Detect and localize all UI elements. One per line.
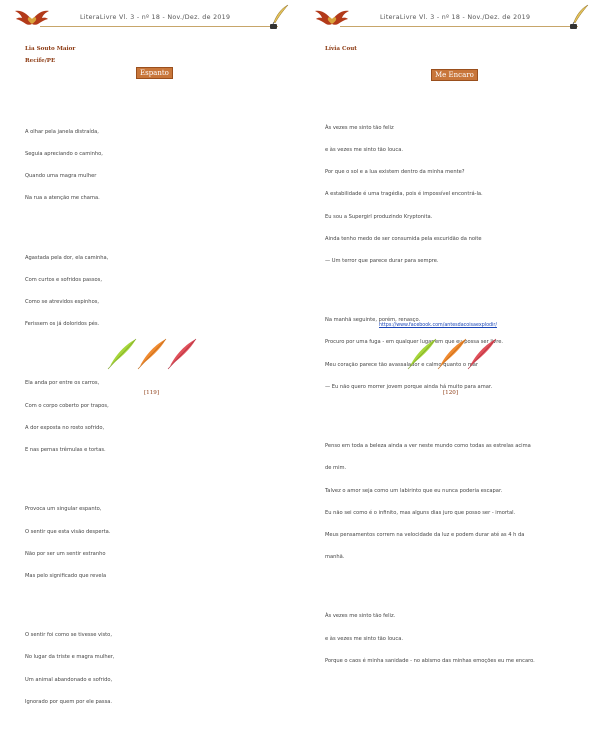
- poem-title: Espanto: [136, 67, 173, 79]
- poem-line: de mim.: [325, 465, 347, 472]
- poem-stanza: [325, 599, 535, 680]
- author-name: Lívia Cout: [325, 46, 357, 52]
- author-location: Recife/PE: [25, 58, 56, 64]
- orange-feather-icon: [138, 339, 166, 369]
- header-title: LiteraLivre Vl. 3 - nº 18 - Nov./Dez. de 2019: [80, 14, 231, 21]
- right-page: [300, 0, 600, 664]
- poem-stanza: [25, 617, 115, 721]
- poem-stanza: [25, 491, 115, 595]
- poem-line: Na rua a atenção me chama.: [25, 195, 100, 202]
- poem-line: Meus pensamentos correm na velocidade da luz e podem durar até as 4 h da: [325, 531, 525, 538]
- poem-line: Não por ser um sentir estranho: [25, 550, 106, 557]
- poem-line: Às vezes me sinto tão feliz.: [325, 613, 396, 620]
- poem-line: Às vezes me sinto tão feliz: [325, 124, 394, 131]
- poem-body: [25, 99, 115, 743]
- header-rule: [40, 26, 278, 27]
- poem-line: Eu sou a Supergirl produzindo Kryptonita.: [325, 213, 433, 220]
- page-number: [119]: [144, 390, 160, 396]
- quill-inkwell-icon: [268, 4, 290, 30]
- poem-line: Ainda tenho medo de ser consumida pela escuridão da noite: [325, 235, 482, 242]
- poem-line: e às vezes me sinto tão louca.: [325, 635, 403, 642]
- poem-body: [325, 95, 535, 702]
- poem-line: Um animal abandonado e sofrido,: [25, 676, 113, 683]
- poem-line: Ignorado por quem por ele passa.: [25, 698, 113, 705]
- facebook-link[interactable]: https://www.facebook.com/antesdacoisaexplodir/: [379, 323, 497, 328]
- poem-line: Por que o sol e a lua existem dentro da minha mente?: [325, 169, 465, 176]
- feathers-decoration: [400, 336, 520, 372]
- poem-line: Com curtos e sofridos passos,: [25, 276, 102, 283]
- poem-line: Talvez o amor seja como um labirinto que eu nunca poderia escapar.: [325, 487, 503, 494]
- quill-inkwell-icon: [568, 4, 590, 30]
- poem-line: A dor exposta no rosto sofrido,: [25, 424, 105, 431]
- poem-line: — Eu não quero morrer jovem porque ainda há muito para amar.: [325, 383, 493, 390]
- poem-stanza: [325, 428, 535, 576]
- poem-line: Na manhã seguinte, porém, renasço.: [325, 317, 421, 324]
- poem-line: Procuro por uma fuga - em qualquer lugar em que eu possa ser livre.: [325, 339, 504, 346]
- poem-line: Penso em toda a beleza ainda a ver neste mundo como todas as estrelas acima: [325, 443, 531, 450]
- poem-line: Meu coração parece tão avassalador e calmo quanto o mar: [325, 361, 478, 368]
- green-feather-icon: [408, 339, 436, 369]
- page-header: [300, 4, 600, 32]
- left-page: [0, 0, 300, 705]
- feathers-decoration: [100, 336, 220, 372]
- poem-line: A estabilidade é uma tragédia, pois é impossível encontrá-la.: [325, 191, 483, 198]
- author-name: Lia Souto Maior: [25, 46, 76, 52]
- red-feather-icon: [468, 339, 496, 369]
- poem-line: Ferissem os já doloridos pés.: [25, 321, 100, 328]
- poem-line: Seguia apreciando o caminho,: [25, 150, 103, 157]
- poem-line: Quando uma magra mulher: [25, 173, 97, 180]
- poem-line: E nas pernas trêmulas e tortas.: [25, 447, 106, 454]
- poem-stanza: [25, 114, 115, 218]
- page-number: [120]: [443, 390, 459, 396]
- poem-stanza: [25, 366, 115, 470]
- poem-line: Eu não sei como é o infinito, mas alguns dias juro que posso ser - imortal.: [325, 509, 516, 516]
- poem-line: Agastada pela dor, ela caminha,: [25, 254, 109, 261]
- poem-title: Me Encaro: [431, 69, 478, 81]
- poem-line: A olhar pela janela distraída,: [25, 128, 99, 135]
- poem-line: e às vezes me sinto tão louca.: [325, 146, 403, 153]
- poem-line: Com o corpo coberto por trapos,: [25, 402, 109, 409]
- header-title: LiteraLivre Vl. 3 - nº 18 - Nov./Dez. de 2019: [380, 14, 531, 21]
- poem-line: Ela anda por entre os carros,: [25, 380, 100, 387]
- page-header: [0, 4, 300, 32]
- poem-stanza: [25, 240, 115, 344]
- poem-line: Mas pelo significado que revela: [25, 572, 107, 579]
- poem-line: No lugar da triste e magra mulher,: [25, 654, 115, 661]
- poem-line: manhã.: [325, 554, 345, 561]
- poem-stanza: [325, 110, 535, 280]
- poem-line: Como se atrevidos espinhos,: [25, 298, 100, 305]
- poem-line: O sentir foi como se tivesse visto,: [25, 632, 112, 639]
- poem-line: — Um terror que parece durar para sempre.: [325, 257, 439, 264]
- green-feather-icon: [108, 339, 136, 369]
- poem-line: O sentir que esta visão desperta.: [25, 528, 111, 535]
- poem-line: Provoca um singular espanto,: [25, 506, 102, 513]
- orange-feather-icon: [438, 339, 466, 369]
- header-rule: [340, 26, 578, 27]
- red-feather-icon: [168, 339, 196, 369]
- poem-line: Porque o caos é minha sanidade - no abismo das minhas emoções eu me encaro.: [325, 657, 535, 664]
